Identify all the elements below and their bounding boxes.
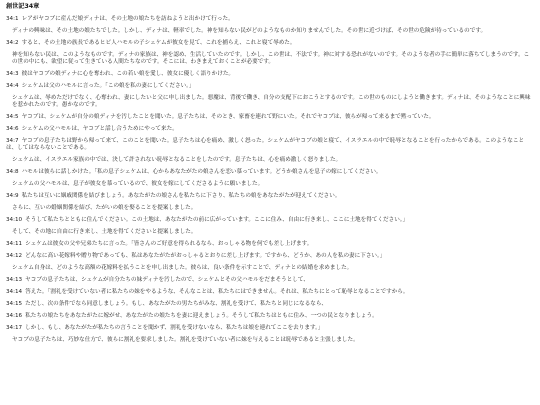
verse-paragraph [6, 277, 534, 284]
paragraph-text: ヤコブの息子たちは、巧妙な仕方で、彼らに割礼を要求しました。割礼を受けていない者に妹を与えることは恥辱であると主張しました。 [12, 337, 359, 343]
verse-reference: 34:15 [6, 301, 23, 307]
verse-reference: 34:10 [6, 217, 23, 223]
paragraph-text: ハモルは彼らに話しかけた。「私の息子シェケムは、心からあなたがたの娘さんを恋い慕っています。どうか娘さんを息子の嫁にしてください。 [21, 169, 382, 175]
verse-reference: 34:1 [6, 16, 19, 22]
verse-paragraph [6, 169, 534, 176]
commentary-paragraph [6, 337, 534, 344]
verse-paragraph [6, 40, 534, 47]
verse-paragraph [6, 16, 534, 23]
verse-paragraph [6, 301, 534, 308]
paragraph-text: シェケムは、イスラエル家族の中では、決して許されない恥辱となることをしたのです。息子たちは、心を痛め激しく怒りました。 [12, 157, 342, 163]
commentary-paragraph [6, 229, 534, 236]
paragraph-text: シェケムは、辱めただけでなく、心奪われ、妻にしたいと父に申し出ました。悪魔は、背後で働き、自分の支配下におこうとするのです。この世のものにしようと働きます。ディナは、そのようなことに興味を惹かれたのです。愚かなのです。 [12, 95, 531, 108]
verse-paragraph [6, 241, 534, 248]
verse-reference: 34:2 [6, 40, 19, 46]
paragraph-text: 私たちは互いに姻戚関係を結びましょう。あなたがたの娘さんを私たちに下さり、私たちの娘をあなたがたが迎えてください。 [21, 193, 341, 199]
verse-reference: 34:3 [6, 71, 19, 77]
paragraph-text: ヤコブの息子たちは、シェケムが自分たちの妹ディナを汚したので、シェケムとその父ハモルをだまそうとして、 [25, 277, 309, 283]
paragraph-text: そうして私たちとともに住んでください。この土地は、あなたがたの前に広がっています。ここに住み、自由に行き来し、ここに土地を得てください。」 [25, 217, 409, 223]
paragraph-text: シェケムは父のハモルに言った。「この娘を私の妻にしてください。」 [21, 83, 195, 89]
commentary-paragraph [6, 28, 534, 35]
commentary-paragraph [6, 181, 534, 188]
paragraph-text: シェケムの父ハモルは、ヤコブと話し合うためにやって来た。 [21, 126, 178, 132]
document-body [6, 16, 534, 344]
verse-reference: 34:12 [6, 253, 23, 259]
verse-paragraph [6, 193, 534, 200]
verse-reference: 34:5 [6, 114, 19, 120]
paragraph-text: ヤコブの息子たちは野から帰って来て、このことを聞いた。息子たちは心を痛め、激しく怒った。シェケムがヤコブの娘と寝て、イスラエルの中で恥辱となることを行ったからである。このようなことは、してはならないことである。 [6, 138, 525, 151]
verse-reference: 34:17 [6, 325, 23, 331]
verse-paragraph [6, 325, 534, 332]
verse-reference: 34:4 [6, 83, 19, 89]
commentary-paragraph [6, 265, 534, 272]
paragraph-text: シェケムは彼女の父や兄弟たちに言った。「皆さんのご好意を得られるなら、おっしゃる物を何でも差し上げます。 [25, 241, 313, 247]
paragraph-text: シェケム自身は、どのような高額の花嫁料を払うことを申し出ました。彼らは、良い条件を示すことで、ディナとの結婚を求めました。 [12, 265, 353, 271]
verse-paragraph [6, 217, 534, 224]
verse-paragraph [6, 313, 534, 320]
paragraph-text: さらに、互いの婚姻関係を結び、たがいの娘を娶ることを提案しました。 [12, 205, 197, 211]
verse-reference: 34:9 [6, 193, 19, 199]
commentary-paragraph [6, 95, 534, 109]
paragraph-text: 私たちの娘たちをあなたがたに嫁がせ、あなたがたの娘たちを妻に迎えましょう。そうして私たちはともに住み、一つの民となりましょう。 [25, 313, 378, 319]
paragraph-text: 彼はヤコブの娘ディナに心を奪われ、この若い娘を愛し、彼女に優しく語りかけた。 [21, 71, 235, 77]
commentary-paragraph [6, 52, 534, 66]
verse-reference: 34:11 [6, 241, 23, 247]
paragraph-text: しかし、もし、あなたがたが私たちの言うことを聞かず、割礼を受けないなら、私たちは娘を連れてここを去ります。」 [25, 325, 324, 331]
verse-paragraph [6, 83, 534, 90]
paragraph-text: レアがヤコブに産んだ娘ディナは、その土地の娘たちを訪ねようと出かけて行った。 [21, 16, 234, 22]
paragraph-text: シェケムの父ハモルは、息子が彼女を慕っているので、彼女を嫁にしてくださるように願いました。 [12, 181, 264, 187]
verse-paragraph [6, 126, 534, 133]
paragraph-text: 神を知らない民は、このようなものです。ディナの家族は、神を認め、生活していたのです。しかし、この世は、不法です。神に対する恐れがないのです。そのような者の手に簡単に落ちてしまうのです。この世の中にも、欲望に従って生きている人間たちなのです。そこには、わきまえておくことが必要です。 [12, 52, 530, 65]
paragraph-text: そして、その地に自由に行き来し、土地を得てくださいと提案しました。 [12, 229, 197, 235]
verse-reference: 34:7 [6, 138, 19, 144]
verse-reference: 34:8 [6, 169, 19, 175]
verse-reference: 34:6 [6, 126, 19, 132]
commentary-paragraph [6, 157, 534, 164]
verse-paragraph [6, 114, 534, 121]
verse-reference: 34:14 [6, 289, 23, 295]
paragraph-text: すると、その土地の族長であるヒビ人ハモルの子シェケムが彼女を見て、これを捕らえ、これと寝て辱めた。 [21, 40, 296, 46]
verse-reference: 34:13 [6, 277, 23, 283]
paragraph-text: どんなに高い花嫁料や贈り物であっても、私はあなたがたがおっしゃるとおりに差し上げます。ですから、どうか、あの人を私の妻に下さい。」 [25, 253, 386, 259]
paragraph-text: ディナの興味は、その土地の娘たちでした。しかし、ディナは、軽率でした。神を知らない民がどのようなものか知りませんでした。その世に近づけば、その世の危険が待っているのです。 [12, 28, 487, 34]
paragraph-text: 答えた。「割礼を受けていない者に私たちの妹をやるような、そんなことは、私たちにはできません。それは、私たちにとって恥辱となることですから。 [25, 289, 409, 295]
verse-reference: 34:16 [6, 313, 23, 319]
chapter-title: 創世記34章 [6, 3, 40, 10]
commentary-paragraph [6, 205, 534, 212]
verse-paragraph [6, 289, 534, 296]
verse-paragraph [6, 71, 534, 78]
paragraph-text: ただし、次の条件でなら同意しましょう。もし、あなたがたの男たちがみな、割礼を受けて、私たちと同じになるなら、 [25, 301, 328, 307]
verse-paragraph [6, 253, 534, 260]
paragraph-text: ヤコブは、シェケムが自分の娘ディナを汚したことを聞いた。息子たちは、そのとき、家畜を連れて野にいた。それでヤコブは、彼らが帰って来るまで黙っていた。 [21, 114, 435, 120]
verse-paragraph [6, 138, 534, 152]
